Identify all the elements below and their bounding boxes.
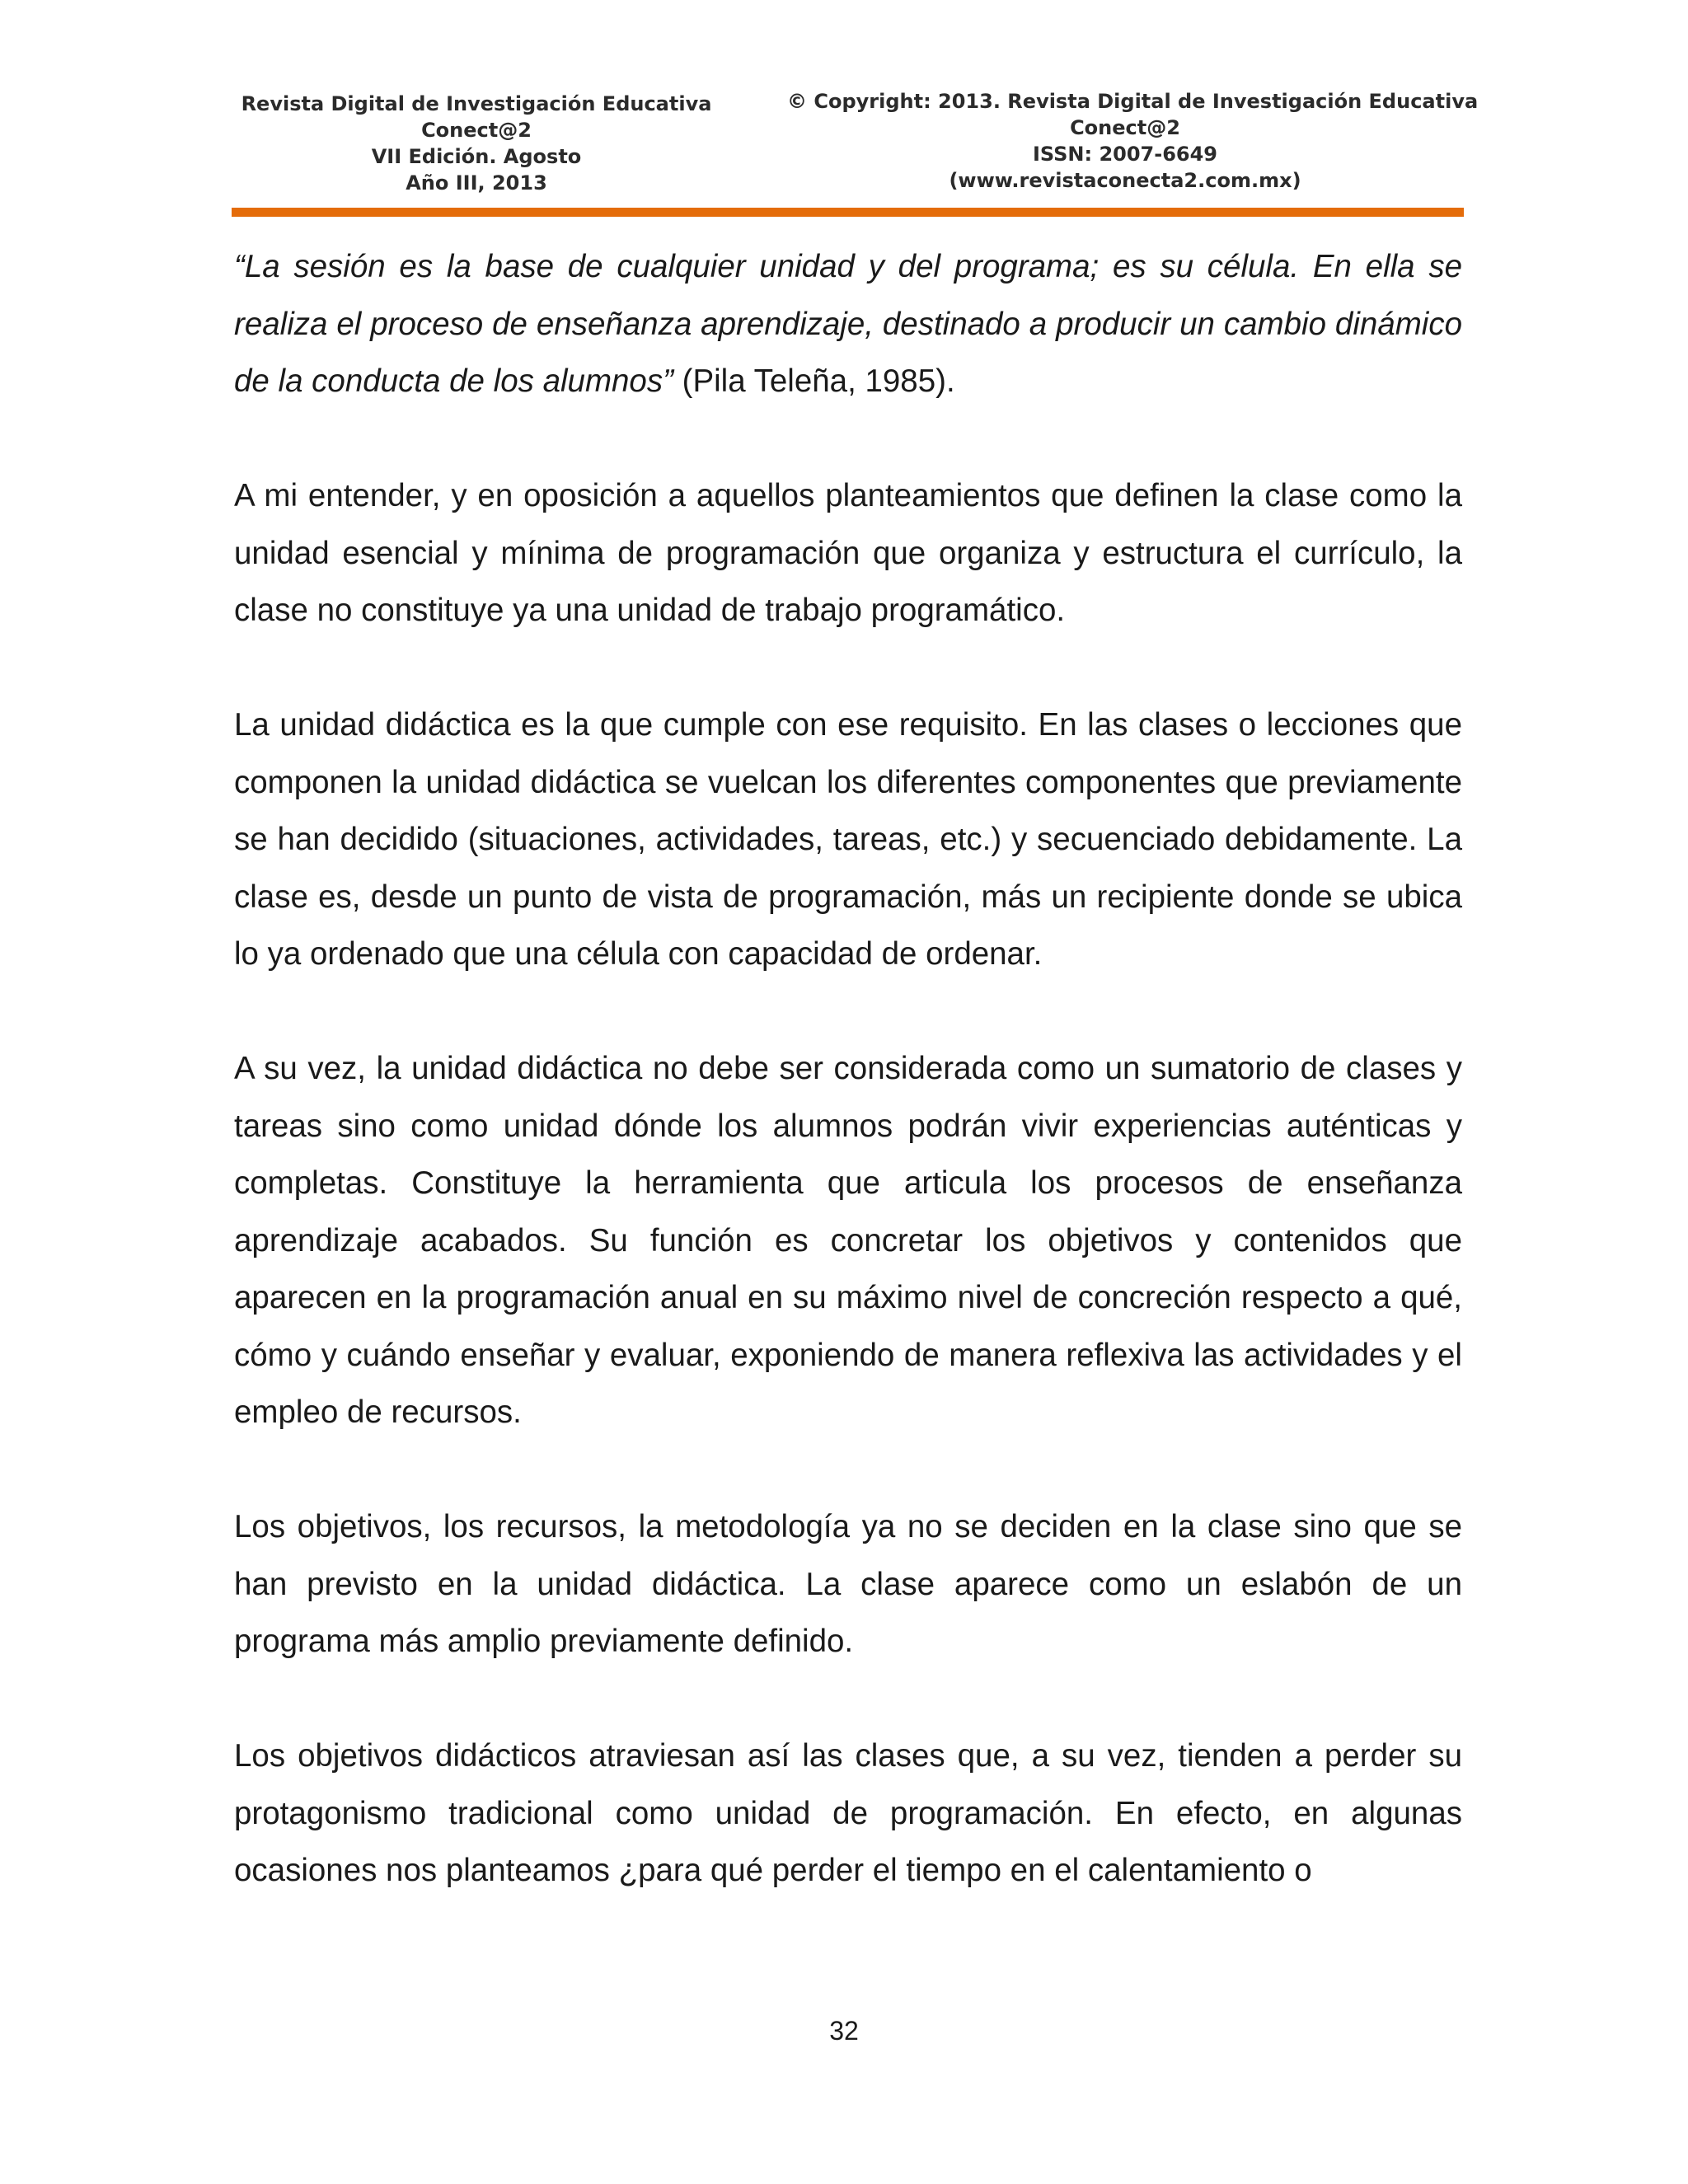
website: (www.revistaconecta2.com.mx) [949,169,1301,192]
copyright-line: © Copyright: 2013. Revista Digital de Investigación Educativa [787,90,1479,113]
header-rule [232,208,1464,217]
page-number: 32 [829,2016,859,2046]
year: Año III, 2013 [406,171,547,194]
paragraph: La unidad didáctica es la que cumple con ese requisito. En las clases o lecciones que componen la unidad didáctica se vuelcan los diferentes componentes que previamente se han decidido (situaciones, actividades, tareas, etc.) y secuenciado debidamente. La clase es, desde un punto de vista de programación, más un recipiente donde se ubica lo ya ordenado que una célula con capacidad de ordenar. [234,707,1462,972]
journal-title: Revista Digital de Investigación Educativa [241,92,712,115]
copyright-journal-name: Conect@2 [1070,116,1180,139]
paragraph: Los objetivos didácticos atraviesan así las clases que, a su vez, tienden a perder su protagonismo tradicional como unidad de programación. En efecto, en algunas ocasiones nos planteamos ¿para qué perder el tiempo en el calentamiento o [234,1738,1462,1888]
issn: ISSN: 2007-6649 [1032,143,1217,166]
journal-info [233,91,720,196]
paragraph: A su vez, la unidad didáctica no debe ser considerada como un sumatorio de clases y tareas sino como unidad dónde los alumnos podrán vivir experiencias auténticas y completas. Constituye la herramienta que articula los procesos de enseñanza aprendizaje acabados. Su función es concretar los objetivos y contenidos que aparecen en la programación anual en su máximo nivel de concreción respecto a qué, cómo y cuándo enseñar y evaluar, exponiendo de manera reflexiva las actividades y el empleo de recursos. [234,1051,1462,1430]
quote-text: “La sesión es la base de cualquier unidad y del programa; es su célula. En ella se realiza el proceso de enseñanza aprendizaje, destinado a producir un cambio dinámico de la conducta de los alumnos” [234,249,1462,399]
paragraph: A mi entender, y en oposición a aquellos planteamientos que definen la clase como la unidad esencial y mínima de programación que organiza y estructura el currículo, la clase no constituye ya una unidad de trabajo programático. [234,478,1462,628]
edition: VII Edición. Agosto [371,145,582,168]
quote-citation: (Pila Teleña, 1985). [673,363,955,399]
body-text [234,238,1462,1900]
quote-paragraph [234,238,1462,410]
copyright-info [787,88,1479,194]
journal-name: Conect@2 [421,119,532,142]
page-header [233,90,1479,210]
paragraph: Los objetivos, los recursos, la metodología ya no se deciden en la clase sino que se han previsto en la unidad didáctica. La clase aparece como un eslabón de un programa más amplio previamente definido. [234,1509,1462,1659]
